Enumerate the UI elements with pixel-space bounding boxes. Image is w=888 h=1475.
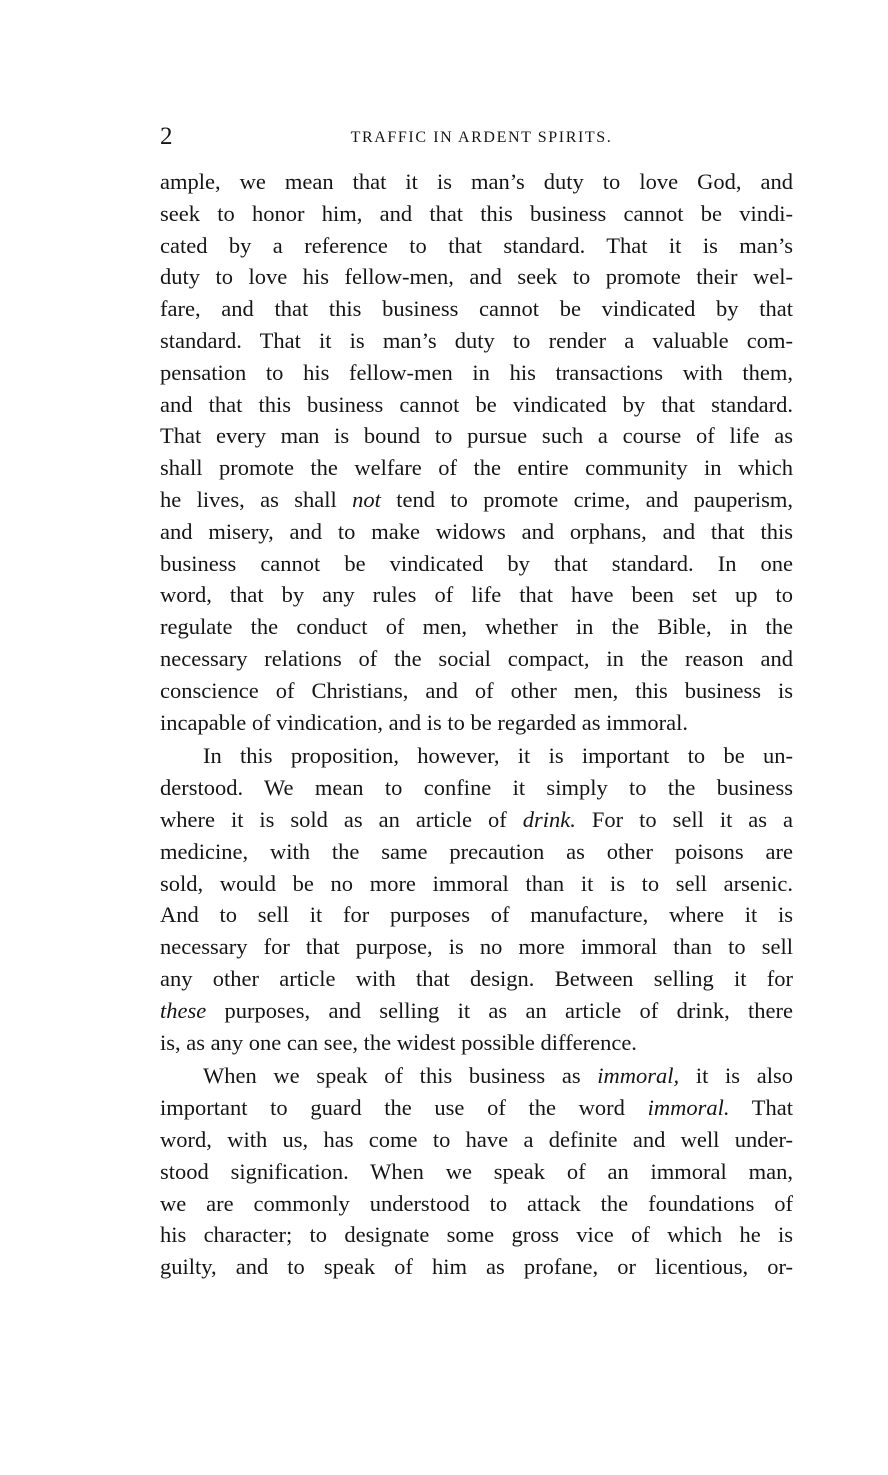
emphasis-these: these (160, 997, 207, 1023)
text-line: and that this business cannot be vindicated by that standard. (160, 391, 793, 417)
text-segment: tend to promote crime, and pauperism, (380, 486, 793, 512)
text-line-with-emphasis (160, 484, 793, 516)
text-line: derstood. We mean to confine it simply to the business (160, 775, 793, 801)
body-text (160, 166, 793, 1283)
text-line: regulate the conduct of men, whether in the Bible, in the (160, 614, 793, 640)
text-line: cated by a reference to that standard. That it is man’s (160, 232, 793, 258)
text-line: shall promote the welfare of the entire community in which (160, 455, 793, 481)
text-line: necessary relations of the social compact, in the reason and (160, 645, 793, 671)
text-line: seek to honor him, and that this business cannot be vindi- (160, 200, 793, 226)
text-line: fare, and that this business cannot be vindicated by that (160, 296, 793, 322)
text-line: and misery, and to make widows and orphans, and that this (160, 518, 793, 544)
text-segment: where it is sold as an article of (160, 806, 507, 832)
running-head (160, 122, 793, 152)
text-line: is, as any one can see, the widest possible difference. (160, 1029, 637, 1055)
text-line: incapable of vindication, and is to be regarded as immoral. (160, 709, 688, 735)
text-line: word, with us, has come to have a definite and well under- (160, 1126, 793, 1152)
emphasis-drink: drink. (522, 806, 576, 832)
text-segment: purposes, and selling it as an article of drink, there (206, 997, 793, 1023)
emphasis-immoral: immoral. (647, 1095, 730, 1121)
paragraph-2 (160, 740, 793, 1058)
text-segment: When we speak of this business as (203, 1063, 581, 1089)
text-line: word, that by any rules of life that have been set up to (160, 582, 793, 608)
text-line-with-emphasis (160, 804, 793, 836)
text-segment: it is also (679, 1063, 793, 1089)
text-line: ample, we mean that it is man’s duty to love God, and (160, 169, 793, 194)
text-segment: That (729, 1095, 794, 1121)
text-segment: he lives, as shall (160, 486, 337, 512)
text-line: his character; to designate some gross vice of which he is (160, 1222, 793, 1248)
text-line: guilty, and to speak of him as profane, or licentious, or- (160, 1254, 793, 1280)
text-line: And to sell it for purposes of manufacture, where it is (160, 902, 793, 928)
text-line: pensation to his fellow-men in his transactions with them, (160, 359, 793, 385)
page-number: 2 (160, 123, 173, 150)
text-line: we are commonly understood to attack the foundations of (160, 1190, 793, 1216)
text-segment: important to guard the use of the word (160, 1095, 625, 1121)
paragraph-3 (160, 1060, 793, 1283)
emphasis-immoral: immoral, (597, 1063, 680, 1089)
text-segment: For to sell it as a (575, 806, 794, 832)
paragraph-1 (160, 166, 793, 738)
text-line-with-emphasis (160, 1060, 793, 1092)
text-line: conscience of Christians, and of other men, this business is (160, 677, 793, 703)
text-line: duty to love his fellow-men, and seek to promote their wel- (160, 264, 793, 290)
text-line: stood signification. When we speak of an immoral man, (160, 1158, 793, 1184)
text-line: That every man is bound to pursue such a course of life as (160, 423, 793, 449)
text-line: business cannot be vindicated by that standard. In one (160, 550, 793, 576)
text-line: necessary for that purpose, is no more immoral than to sell (160, 934, 793, 960)
text-line: standard. That it is man’s duty to render a valuable com- (160, 327, 793, 353)
text-line: sold, would be no more immoral than it is to sell arsenic. (160, 870, 793, 896)
text-line-with-emphasis (160, 1092, 793, 1124)
emphasis-not: not (352, 486, 381, 512)
text-line: any other article with that design. Between selling it for (160, 965, 793, 991)
text-line: In this proposition, however, it is important to be un- (203, 743, 793, 769)
running-title: TRAFFIC IN ARDENT SPIRITS. (350, 129, 613, 146)
text-line-with-emphasis (160, 995, 793, 1027)
text-line: medicine, with the same precaution as other poisons are (160, 838, 793, 864)
